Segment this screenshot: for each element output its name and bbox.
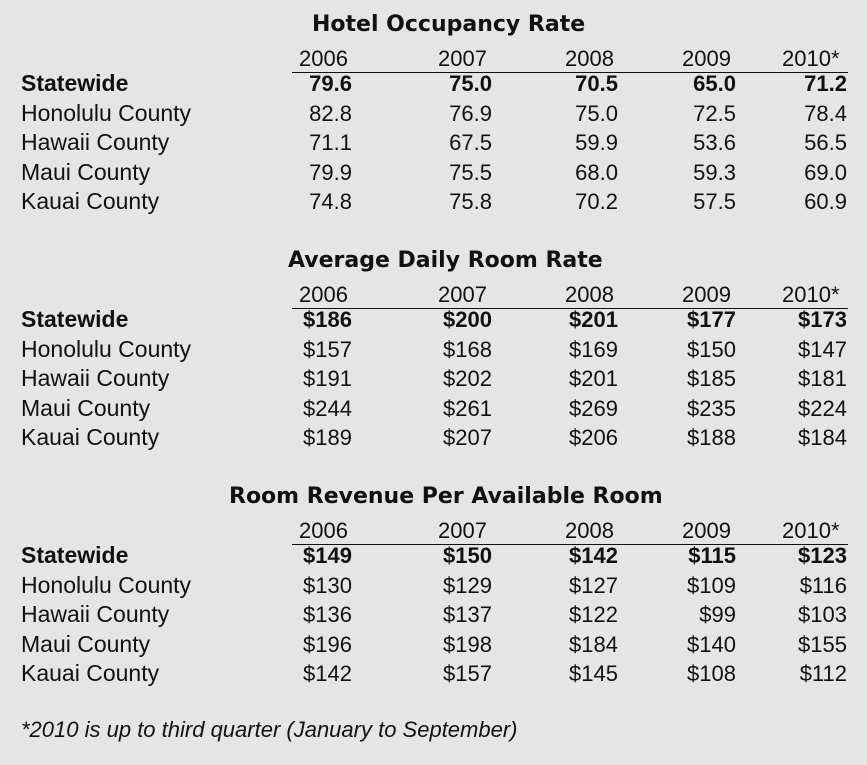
cell-value: $157 (303, 337, 352, 362)
cell-value: $261 (443, 396, 492, 421)
cell-value: $130 (303, 573, 352, 598)
cell-value: $186 (303, 307, 352, 332)
row-label: Hawaii County (21, 601, 170, 627)
cell-value: $122 (569, 602, 618, 627)
row-label: Kauai County (21, 188, 160, 214)
cell-value: $129 (443, 573, 492, 598)
table-row (0, 158, 867, 187)
year-header: 2009 (682, 46, 731, 71)
row-label: Statewide (21, 70, 129, 96)
cell-value: $181 (798, 366, 847, 391)
cell-value: 65.0 (693, 71, 736, 96)
cell-value: $112 (799, 661, 847, 686)
cell-value: $196 (303, 632, 352, 657)
cell-value: $189 (303, 425, 352, 450)
cell-value: $149 (303, 543, 352, 568)
row-label: Hawaii County (21, 365, 170, 391)
year-header: 2010* (782, 282, 840, 307)
row-label: Kauai County (21, 424, 160, 450)
cell-value: 56.5 (804, 130, 847, 155)
row-label: Honolulu County (21, 336, 192, 362)
cell-value: 60.9 (804, 189, 847, 214)
year-header: 2007 (438, 518, 487, 543)
cell-value: $206 (569, 425, 618, 450)
cell-value: $184 (798, 425, 847, 450)
row-label: Maui County (21, 631, 151, 657)
cell-value: 76.9 (449, 101, 492, 126)
row-label: Statewide (21, 306, 129, 332)
cell-value: $140 (687, 632, 736, 657)
cell-value: $147 (798, 337, 847, 362)
year-header: 2006 (299, 282, 348, 307)
cell-value: $145 (569, 661, 618, 686)
cell-value: 78.4 (804, 101, 847, 126)
cell-value: $200 (443, 307, 492, 332)
year-header: 2006 (299, 46, 348, 71)
cell-value: $191 (303, 366, 352, 391)
table-row (0, 305, 867, 334)
table-title: Hotel Occupancy Rate (312, 12, 586, 37)
cell-value: 74.8 (309, 189, 352, 214)
table-row (0, 600, 867, 629)
cell-value: 53.6 (693, 130, 736, 155)
cell-value: $109 (687, 573, 736, 598)
cell-value: $169 (569, 337, 618, 362)
cell-value: $198 (443, 632, 492, 657)
cell-value: $244 (303, 396, 352, 421)
cell-value: $201 (569, 307, 618, 332)
cell-value: 75.5 (449, 160, 492, 185)
cell-value: $201 (569, 366, 618, 391)
cell-value: $185 (687, 366, 736, 391)
cell-value: $127 (569, 573, 618, 598)
cell-value: $142 (303, 661, 352, 686)
cell-value: 59.3 (693, 160, 736, 185)
table-row (0, 630, 867, 659)
row-label: Maui County (21, 159, 151, 185)
table-title: Average Daily Room Rate (288, 248, 603, 273)
cell-value: $207 (443, 425, 492, 450)
cell-value: 67.5 (449, 130, 492, 155)
cell-value: $103 (798, 602, 847, 627)
cell-value: 79.6 (309, 71, 352, 96)
row-label: Honolulu County (21, 100, 192, 126)
cell-value: $235 (687, 396, 736, 421)
row-label: Honolulu County (21, 572, 192, 598)
cell-value: $168 (443, 337, 492, 362)
table-title: Room Revenue Per Available Room (229, 484, 663, 509)
cell-value: $137 (443, 602, 492, 627)
year-header: 2008 (565, 518, 614, 543)
cell-value: 57.5 (693, 189, 736, 214)
year-header: 2008 (565, 282, 614, 307)
cell-value: 69.0 (804, 160, 847, 185)
year-header: 2009 (682, 518, 731, 543)
table-row (0, 364, 867, 393)
cell-value: 68.0 (575, 160, 618, 185)
cell-value: 70.5 (575, 71, 618, 96)
row-label: Kauai County (21, 660, 160, 686)
cell-value: $99 (699, 602, 736, 627)
cell-value: 70.2 (575, 189, 618, 214)
table-row (0, 187, 867, 216)
cell-value: $184 (569, 632, 618, 657)
cell-value: $142 (569, 543, 618, 568)
cell-value: $150 (687, 337, 736, 362)
cell-value: 75.8 (449, 189, 492, 214)
cell-value: $155 (798, 632, 847, 657)
cell-value: $115 (688, 543, 736, 568)
cell-value: $173 (798, 307, 847, 332)
year-header: 2006 (299, 518, 348, 543)
cell-value: $157 (443, 661, 492, 686)
cell-value: $108 (687, 661, 736, 686)
cell-value: $188 (687, 425, 736, 450)
row-label: Hawaii County (21, 129, 170, 155)
year-header: 2010* (782, 46, 840, 71)
cell-value: 72.5 (693, 101, 736, 126)
row-label: Statewide (21, 542, 129, 568)
table-row (0, 128, 867, 157)
year-header: 2009 (682, 282, 731, 307)
table-row (0, 659, 867, 688)
cell-value: 75.0 (575, 101, 618, 126)
cell-value: $202 (443, 366, 492, 391)
year-header: 2007 (438, 46, 487, 71)
cell-value: $136 (303, 602, 352, 627)
cell-value: $150 (443, 543, 492, 568)
cell-value: $224 (798, 396, 847, 421)
cell-value: 82.8 (309, 101, 352, 126)
cell-value: 79.9 (309, 160, 352, 185)
table-row (0, 541, 867, 570)
cell-value: $123 (798, 543, 847, 568)
cell-value: 59.9 (575, 130, 618, 155)
cell-value: $177 (687, 307, 736, 332)
table-row (0, 335, 867, 364)
table-row (0, 99, 867, 128)
cell-value: 71.2 (804, 71, 847, 96)
table-row (0, 394, 867, 423)
cell-value: $116 (799, 573, 847, 598)
cell-value: 71.1 (309, 130, 352, 155)
table-row (0, 69, 867, 98)
year-header: 2008 (565, 46, 614, 71)
footnote: *2010 is up to third quarter (January to September) (21, 717, 518, 742)
year-header: 2010* (782, 518, 840, 543)
table-row (0, 423, 867, 452)
row-label: Maui County (21, 395, 151, 421)
cell-value: 75.0 (449, 71, 492, 96)
cell-value: $269 (569, 396, 618, 421)
year-header: 2007 (438, 282, 487, 307)
table-row (0, 571, 867, 600)
